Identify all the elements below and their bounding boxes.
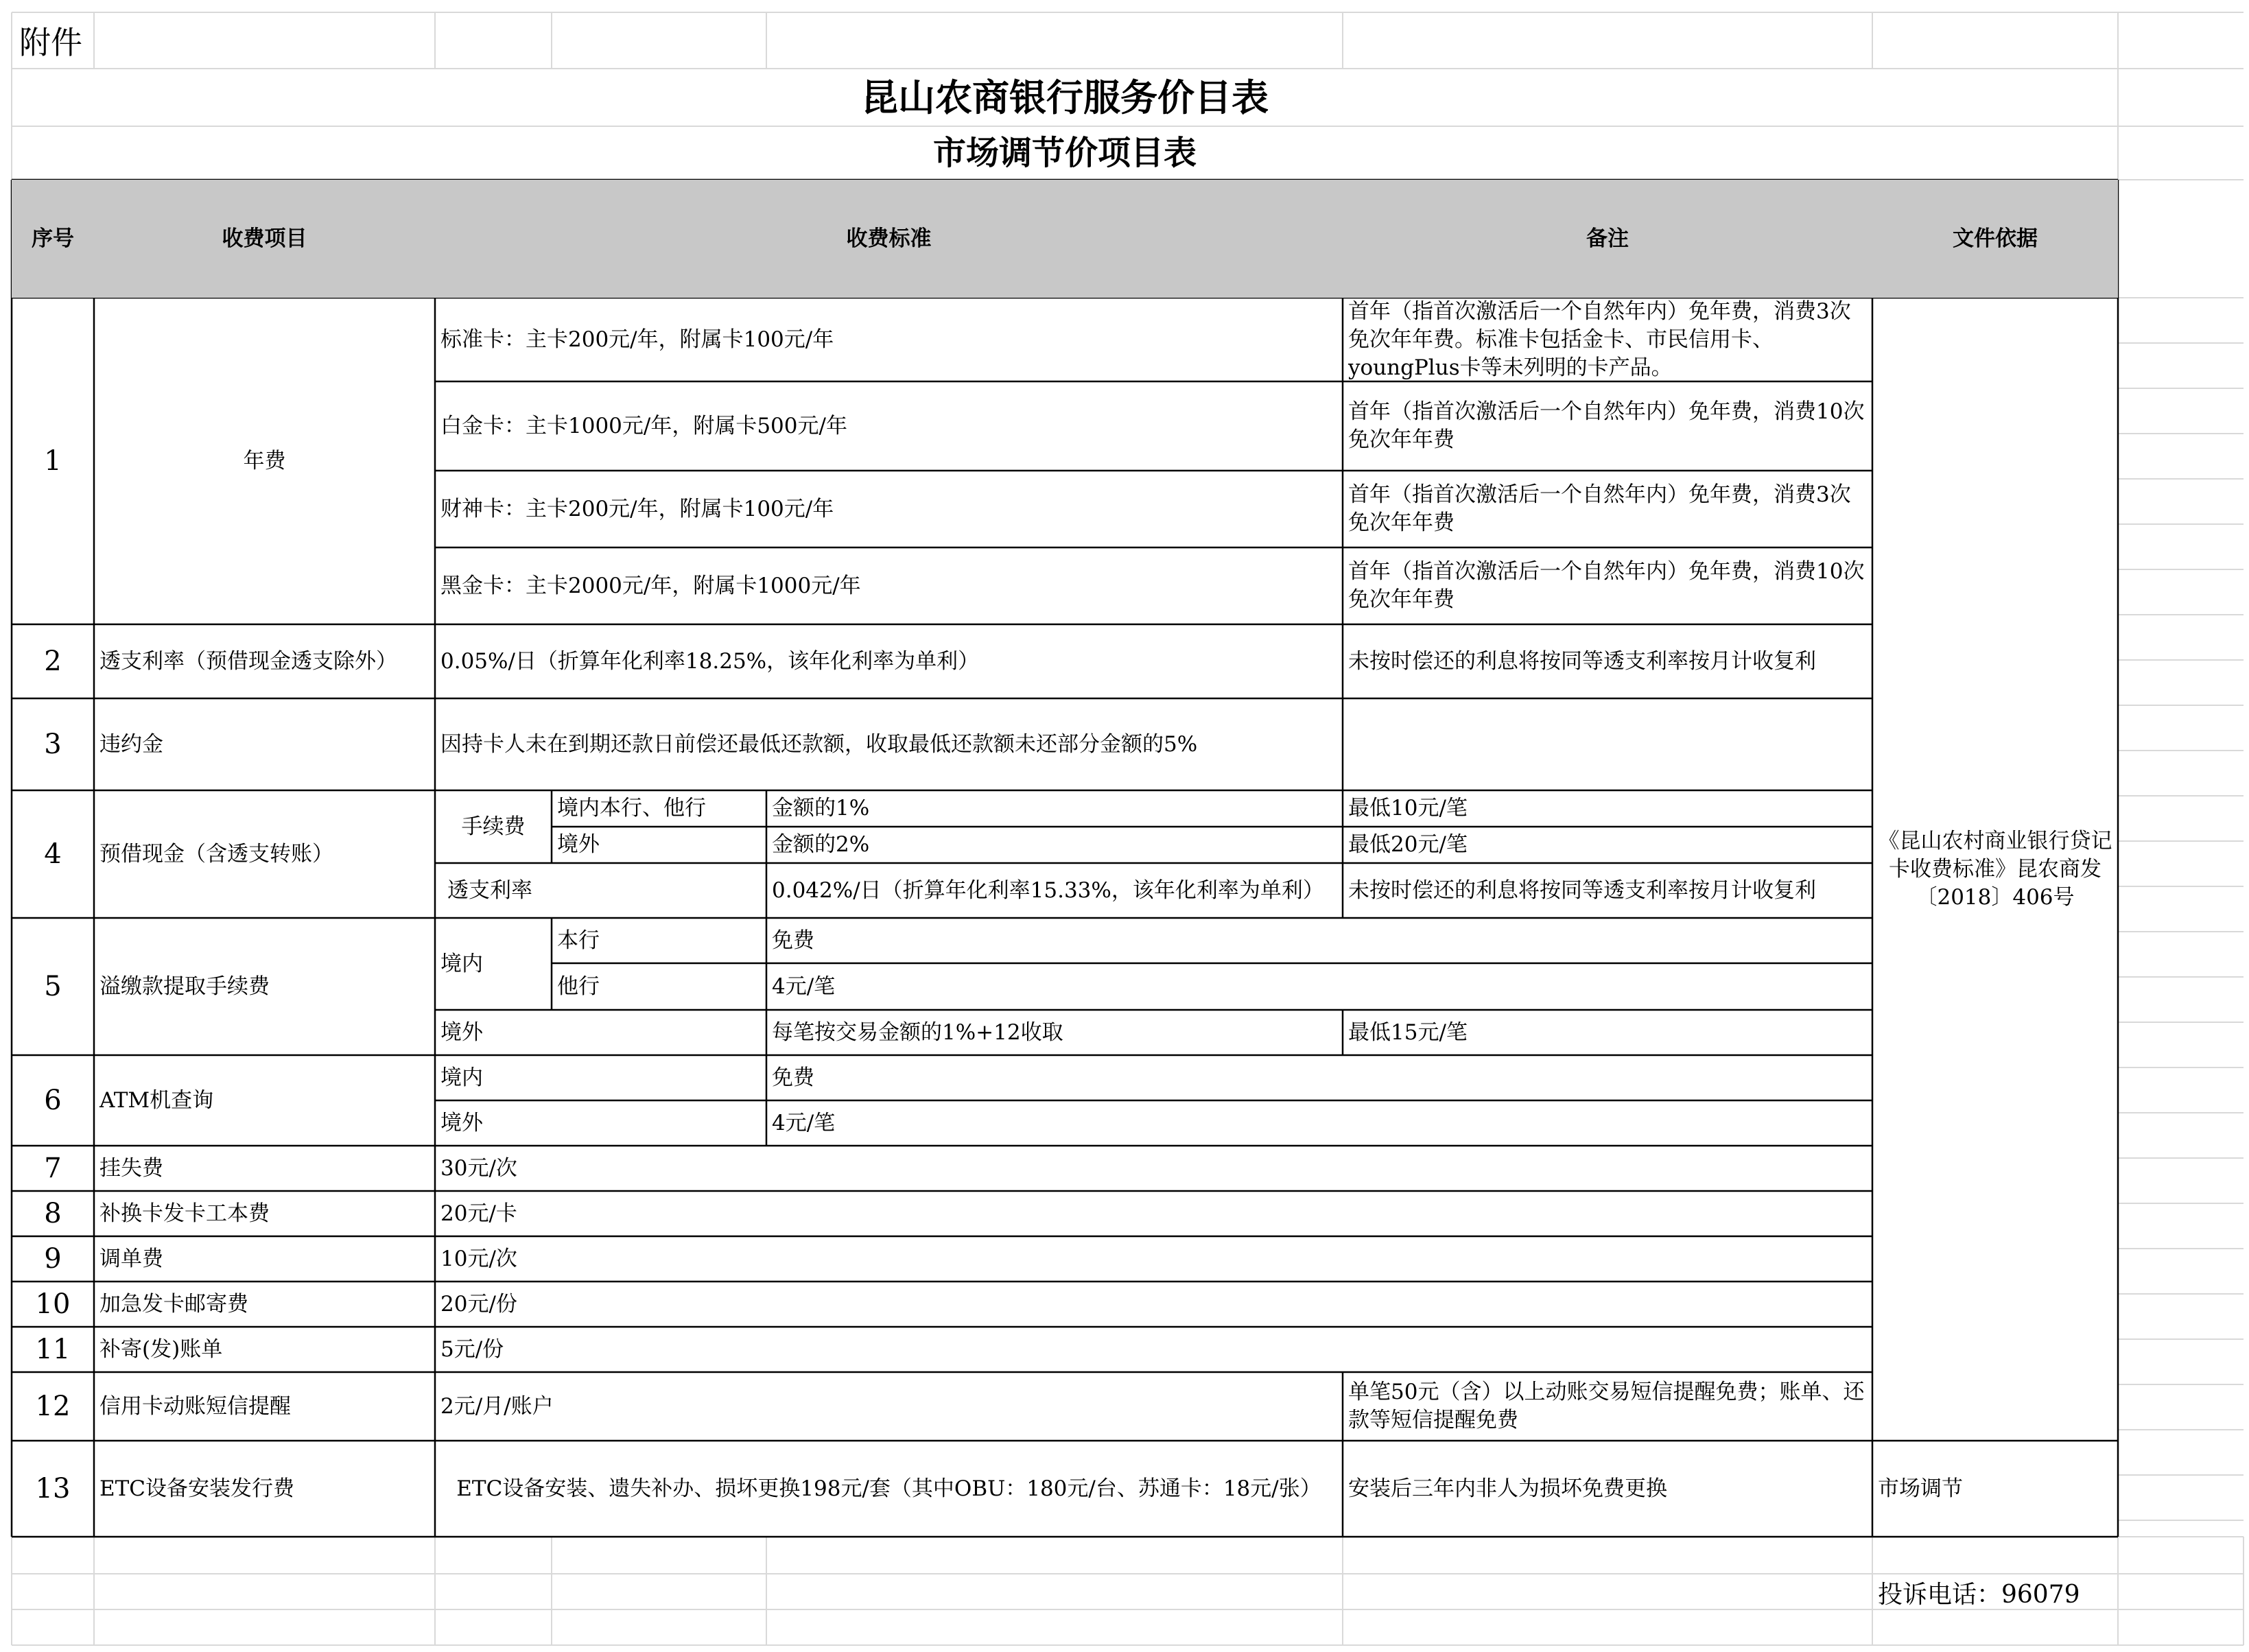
header-no: 序号: [12, 180, 94, 298]
row12-standard: 2元/月/账户: [440, 1393, 554, 1419]
row2-standard: 0.05%/日（折算年化利率18.25%，该年化利率为单利）: [440, 648, 980, 674]
row4-domestic-remark: 最低10元/笔: [1348, 796, 1468, 821]
row1-standard-2: 白金卡：主卡1000元/年，附属卡500元/年: [440, 413, 847, 438]
row10-item: 加急发卡邮寄费: [99, 1291, 248, 1317]
row6-domestic-label: 境内: [440, 1065, 483, 1090]
row5-other-standard: 4元/笔: [772, 974, 836, 999]
header-remark: 备注: [1343, 180, 1872, 298]
row3-item: 违约金: [99, 731, 163, 757]
page-subtitle: 市场调节价项目表: [932, 133, 1197, 172]
row8-standard: 20元/卡: [440, 1201, 517, 1226]
row6-overseas-label: 境外: [440, 1110, 483, 1135]
page-title: 昆山农商银行服务价目表: [861, 75, 1269, 119]
row1-standard-1: 标准卡：主卡200元/年，附属卡100元/年: [440, 327, 834, 352]
row13-standard: [435, 1441, 1343, 1537]
row1-remark-3: 首年（指首次激活后一个自然年内）免年费，消费3次免次年年费: [1348, 482, 1851, 535]
row2-remark: 未按时偿还的利息将按同等透支利率按月计收复利: [1348, 648, 1816, 674]
row4-domestic-label: 境内本行、他行: [557, 796, 706, 821]
row12-item: 信用卡动账短信提醒: [99, 1393, 291, 1419]
row5-item: 溢缴款提取手续费: [99, 974, 270, 999]
row4-item: 预借现金（含透支转账）: [99, 841, 333, 866]
row1-item: 年费: [243, 448, 286, 473]
row4-domestic-standard: 金额的1%: [772, 796, 870, 821]
row8-no: 8: [44, 1197, 62, 1229]
row6-item: ATM机查询: [99, 1087, 214, 1113]
complaint-phone: 投诉电话：96079: [1878, 1580, 2080, 1609]
row5-other-label: 他行: [557, 974, 600, 999]
row7-item: 挂失费: [99, 1155, 163, 1181]
row11-no: 11: [35, 1333, 71, 1365]
attachment-label: 附件: [19, 23, 82, 61]
row4-rate-standard: 0.042%/日（折算年化利率15.33%，该年化利率为单利）: [772, 877, 1324, 903]
row5-own-standard: 免费: [772, 928, 814, 953]
row2-no: 2: [44, 645, 62, 677]
row3-no: 3: [44, 728, 62, 760]
row1-standard-3: 财神卡：主卡200元/年，附属卡100元/年: [440, 496, 834, 521]
row2-item: 透支利率（预借现金透支除外）: [99, 648, 397, 674]
row9-no: 9: [44, 1242, 62, 1275]
row9-item: 调单费: [99, 1246, 163, 1271]
row1-remark-4: 首年（指首次激活后一个自然年内）免年费，消费10次免次年年费: [1348, 559, 1865, 612]
row4-overseas-standard: 金额的2%: [772, 832, 870, 857]
row4-rate-remark: 未按时偿还的利息将按同等透支利率按月计收复利: [1348, 877, 1816, 903]
row12-remark: 单笔50元（含）以上动账交易短信提醒免费；账单、还款等短信提醒免费: [1348, 1380, 1865, 1432]
row3-standard: 因持卡人未在到期还款日前偿还最低还款额，收取最低还款额未还部分金额的5%: [440, 731, 1198, 757]
row9-standard: 10元/次: [440, 1246, 517, 1271]
row10-standard: 20元/份: [440, 1291, 517, 1317]
row11-item: 补寄(发)账单: [99, 1336, 223, 1362]
row8-item: 补换卡发卡工本费: [99, 1201, 270, 1226]
row5-domestic-label: 境内: [440, 951, 483, 976]
row11-standard: 5元/份: [440, 1336, 504, 1362]
row6-domestic-standard: 免费: [772, 1065, 814, 1090]
row13-item: ETC设备安装发行费: [99, 1476, 295, 1501]
row4-overseas-label: 境外: [557, 832, 600, 857]
row5-no: 5: [44, 970, 62, 1002]
row4-rate-label: 透支利率: [447, 877, 532, 903]
row5-overseas-standard: 每笔按交易金额的1%+12收取: [772, 1019, 1063, 1045]
row1-remark-1: 首年（指首次激活后一个自然年内）免年费，消费3次免次年年费。标准卡包括金卡、市民信用卡、youngPlus卡等未列明的卡产品。: [1348, 298, 1851, 380]
row13-standard-text: ETC设备安装、遗失补办、损坏更换198元/套（其中OBU：180元/台、苏通卡：18元/张）: [456, 1476, 1321, 1501]
row6-no: 6: [44, 1084, 62, 1116]
row1-no: 1: [44, 445, 62, 477]
header-basis: 文件依据: [1872, 180, 2118, 298]
header-item: 收费项目: [94, 180, 435, 298]
row1-remark-2: 首年（指首次激活后一个自然年内）免年费，消费10次免次年年费: [1348, 399, 1865, 452]
row6-overseas-standard: 4元/笔: [772, 1110, 836, 1135]
basis-document: 《昆山农村商业银行贷记卡收费标准》昆农商发〔2018〕406号: [1878, 828, 2112, 910]
row4-fee-label: 手续费: [461, 814, 526, 839]
row7-standard: 30元/次: [440, 1155, 517, 1181]
row12-no: 12: [35, 1390, 71, 1422]
row4-overseas-remark: 最低20元/笔: [1348, 832, 1468, 857]
row13-remark: 安装后三年内非人为损坏免费更换: [1348, 1476, 1667, 1501]
row5-overseas-remark: 最低15元/笔: [1348, 1019, 1468, 1045]
row4-no: 4: [44, 838, 62, 870]
row13-no: 13: [35, 1472, 71, 1504]
row5-own-label: 本行: [557, 928, 600, 953]
row7-no: 7: [44, 1152, 62, 1184]
row1-standard-4: 黑金卡：主卡2000元/年，附属卡1000元/年: [440, 573, 861, 598]
header-standard: 收费标准: [435, 180, 1343, 298]
row10-no: 10: [35, 1288, 71, 1320]
row13-basis: 市场调节: [1878, 1476, 1963, 1501]
row5-overseas-label: 境外: [440, 1019, 483, 1045]
